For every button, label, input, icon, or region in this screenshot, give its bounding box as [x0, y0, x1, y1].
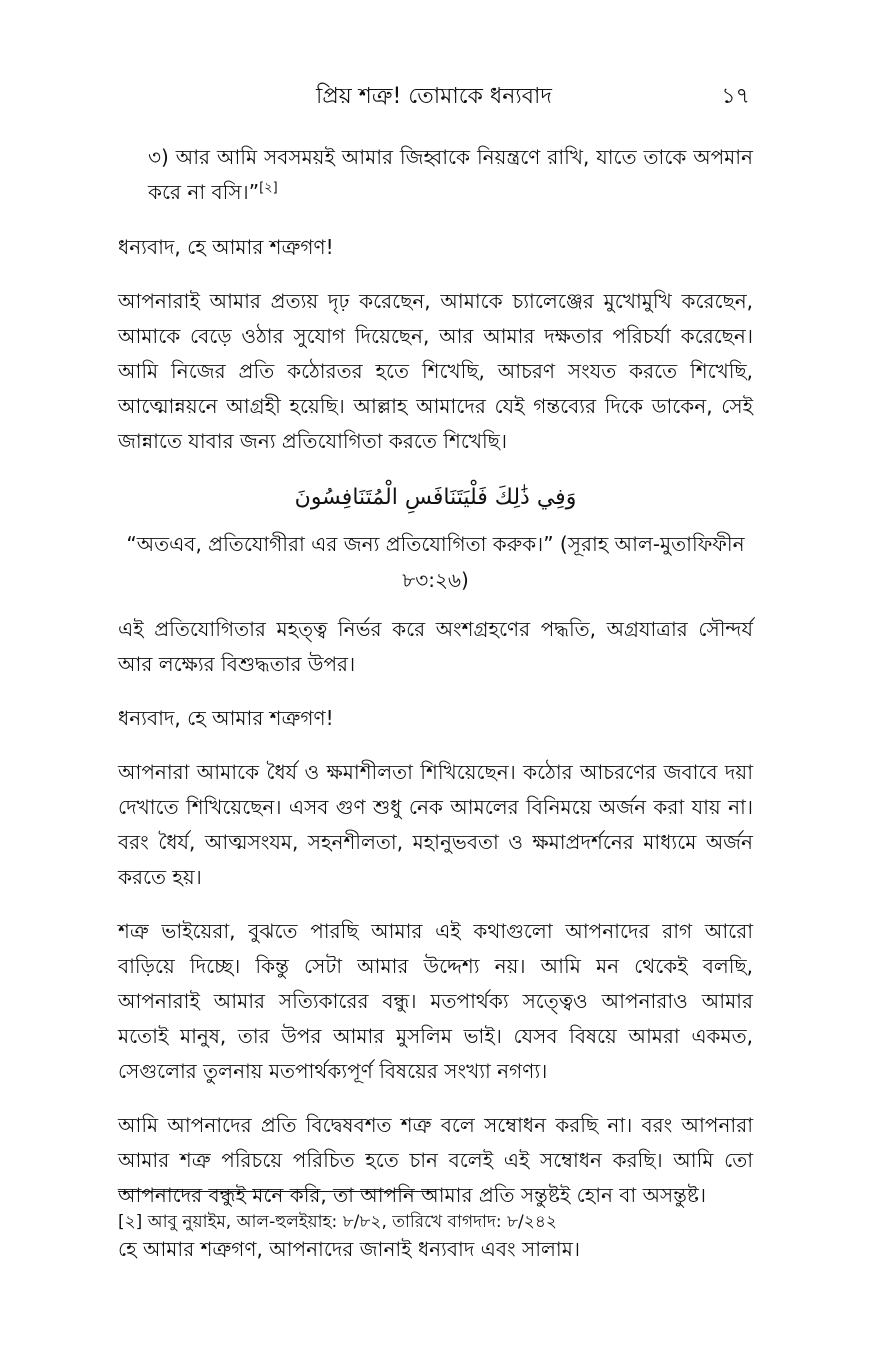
quran-verse-translation: “অতএব, প্রতিযোগীরা এর জন্য প্রতিযোগিতা করুক।” (সূরাহ আল-মুতাফিফীন ৮৩:২৬)	[126, 532, 745, 592]
paragraph: আপনারাই আমার প্রত্যয় দৃঢ় করেছেন, আমাকে চ্যালেঞ্জের মুখোমুখি করেছেন, আমাকে বেড়ে ওঠার সুযোগ দিয়েছেন, আর আমার দক্ষতার পরিচর্যা করেছেন। আমি নিজের প্রতি কঠোরতর হতে শিখেছি, আচরণ সংযত করতে শিখেছি, আত্মোন্নয়নে আগ্রহী হয়েছি। আল্লাহ আমাদের যেই গন্তব্যের দিকে ডাকেন, সেই জান্নাতে যাবার জন্য প্রতিযোগিতা করতে শিখেছি।	[118, 289, 753, 453]
footnote-reference[interactable]: [২]	[259, 180, 278, 196]
paragraph: আপনারা আমাকে ধৈর্য ও ক্ষমাশীলতা শিখিয়েছেন। কঠোর আচরণের জবাবে দয়া দেখাতে শিখিয়েছেন। এসব গুণ শুধু নেক আমলের বিনিময়ে অর্জন করা যায় না। বরং ধৈর্য, আত্মসংযম, সহনশীলতা, মহানুভবতা ও ক্ষমাপ্রদর্শনের মাধ্যমে অর্জন করতে হয়।	[118, 760, 753, 889]
running-title: প্রিয় শত্রু! তোমাকে ধন্যবাদ	[316, 84, 552, 109]
footnote: [২] আবু নুয়াইম, আল-হুলইয়াহ: ৮/৮২, তারিখে বাগদাদ: ৮/২৪২	[118, 1212, 557, 1232]
numbered-point-3	[118, 140, 753, 210]
quran-verse-arabic: وَفِي ذَٰلِكَ فَلْيَتَنَافَسِ الْمُتَنَافِسُونَ	[294, 485, 577, 510]
page-header	[118, 80, 750, 114]
closing-line: হে আমার শত্রুগণ, আপনাদের জানাই ধন্যবাদ এবং সালাম।	[118, 1237, 580, 1261]
thanks-line: ধন্যবাদ, হে আমার শত্রুগণ!	[118, 235, 334, 259]
thanks-line: ধন্যবাদ, হে আমার শত্রুগণ!	[118, 706, 334, 730]
point-3-text: ৩) আর আমি সবসময়ই আমার জিহ্বাকে নিয়ন্ত্রণে রাখি, যাতে তাকে অপমান করে না বসি।”	[148, 145, 753, 204]
paragraph: শত্রু ভাইয়েরা, বুঝতে পারছি আমার এই কথাগুলো আপনাদের রাগ আরো বাড়িয়ে দিচ্ছে। কিন্তু সেটা আমার উদ্দেশ্য নয়। আমি মন থেকেই বলছি, আপনারাই আমার সত্যিকারের বন্ধু। মতপার্থক্য সত্ত্বেও আপনারাও আমার মতোই মানুষ, তার উপর আমার মুসলিম ভাই। যেসব বিষয়ে আমরা একমত, সেগুলোর তুলনায় মতপার্থক্যপূর্ণ বিষয়ের সংখ্যা নগণ্য।	[118, 919, 753, 1083]
page-body	[118, 140, 753, 1286]
footnote-divider	[118, 1191, 436, 1192]
page-number: ১৭	[721, 84, 750, 109]
paragraph: আমি আপনাদের প্রতি বিদ্বেষবশত শত্রু বলে সম্বোধন করছি না। বরং আপনারা আমার শত্রু পরিচয়ে পরিচিত হতে চান বলেই এই সম্বোধন করছি। আমি তো আপনাদের বন্ধুই মনে করি, তা আপনি আমার প্রতি সন্তুষ্টই হোন বা অসন্তুষ্ট।	[118, 1113, 753, 1207]
paragraph: এই প্রতিযোগিতার মহত্ত্ব নির্ভর করে অংশগ্রহণের পদ্ধতি, অগ্রযাত্রার সৌন্দর্য আর লক্ষ্যের বিশুদ্ধতার উপর।	[118, 617, 753, 676]
